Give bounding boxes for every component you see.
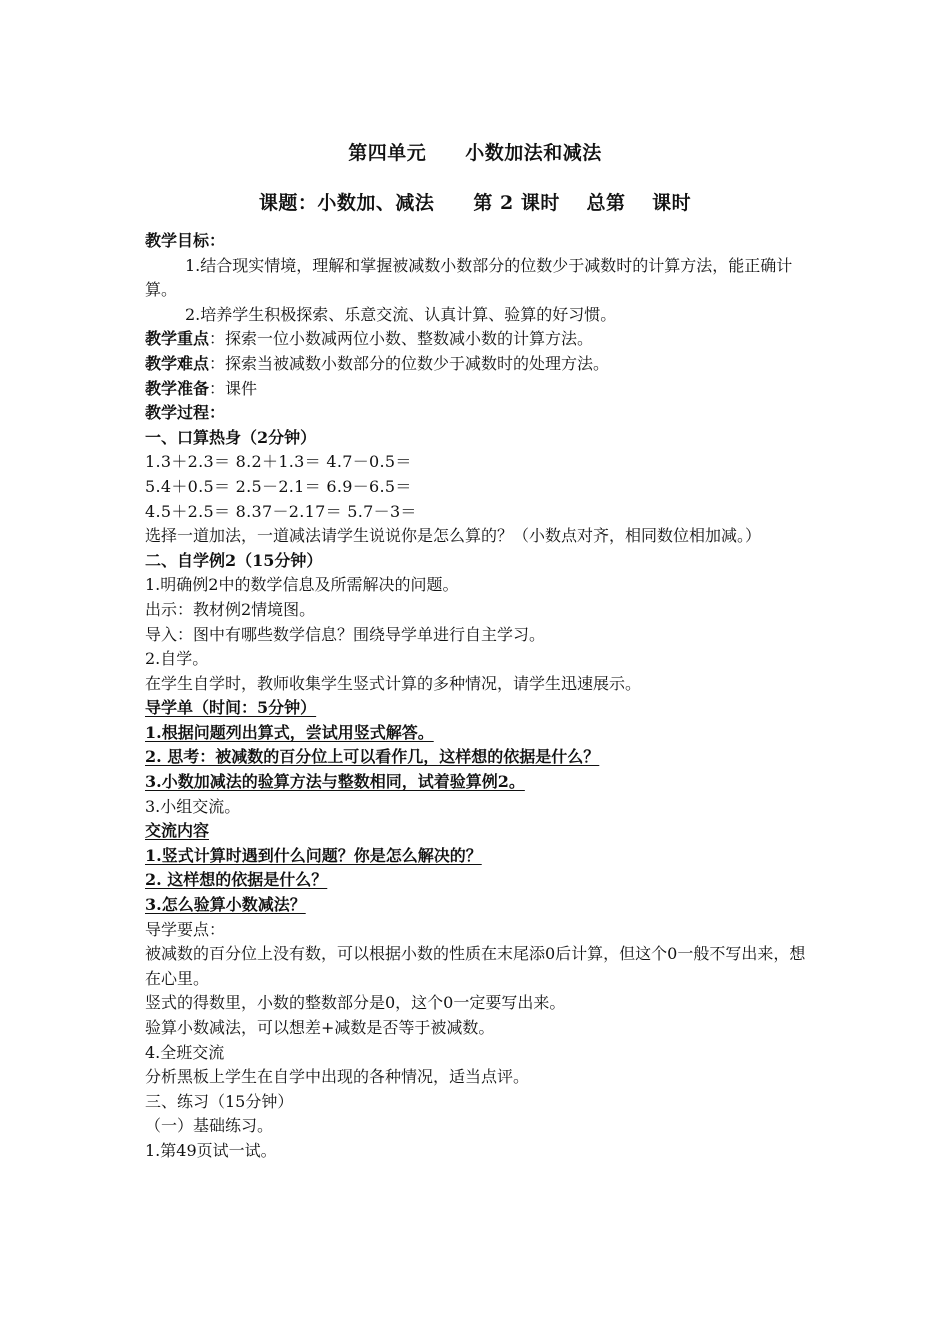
section2-heading: 二、自学例2（15分钟） (145, 550, 323, 570)
difficulty-label: 教学难点 (145, 353, 210, 373)
key-point-3: 验算小数减法，可以想差+减数是否等于被减数。 (145, 1018, 495, 1037)
key-point-2: 竖式的得数里，小数的整数部分是0，这个0一定要写出来。 (145, 993, 566, 1013)
exchange-item-3: 3.怎么验算小数减法？ (145, 895, 306, 915)
objective-2: 2.培养学生积极探索、乐意交流、认真计算、验算的好习惯。 (185, 304, 617, 324)
key-point-text: ：探索一位小数减两位小数、整数减小数的计算方法。 (209, 329, 594, 349)
section1-heading: 一、口算热身（2分钟） (145, 427, 317, 447)
section2-show: 出示：教材例2情境图。 (145, 599, 316, 619)
section2-analysis: 分析黑板上学生在自学中出现的各种情况，适当点评。 (145, 1067, 530, 1087)
section2-step-4: 4.全班交流 (145, 1042, 225, 1062)
study-sheet-item-1: 1.根据问题列出算式，尝试用竖式解答。 (145, 722, 434, 742)
difficulty (145, 352, 813, 377)
section2-guide: 导入：图中有哪些数学信息？围绕导学单进行自主学习。 (145, 624, 546, 644)
key-points-label: 导学要点： (145, 919, 226, 939)
section2-step-1: 1.明确例2中的数学信息及所需解决的问题。 (145, 575, 459, 595)
exchange-title: 交流内容 (145, 821, 210, 841)
mental-math-note: 选择一道加法，一道减法请学生说说你是怎么算的？（小数点对齐，相同数位相加减。） (145, 526, 762, 546)
study-sheet-item-2: 2. 思考：被减数的百分位上可以看作几，这样想的依据是什么？ (145, 747, 600, 767)
key-point (145, 327, 813, 352)
exchange-item-1: 1.竖式计算时遇到什么问题？你是怎么解决的？ (145, 845, 482, 865)
objectives-label: 教学目标： (145, 231, 226, 250)
key-point-1: 被减数的百分位上没有数，可以根据小数的性质在末尾添0后计算，但这个0一般不写出来，想在心里。 (145, 944, 806, 988)
lesson-body (145, 229, 813, 1164)
section2-step-2: 2.自学。 (145, 649, 209, 669)
process-label: 教学过程： (145, 403, 226, 423)
preparation-text: ：课件 (209, 378, 258, 398)
section2-step-3: 3.小组交流。 (145, 796, 241, 816)
objective-1: 1.结合现实情境，理解和掌握被减数小数部分的位数少于减数时的计算方法，能正确计算。 (145, 255, 793, 300)
preparation-label: 教学准备 (145, 378, 210, 398)
difficulty-text: ：探索当被减数小数部分的位数少于减数时的处理方法。 (209, 353, 610, 373)
study-sheet-item-3: 3.小数加减法的验算方法与整数相同，试着验算例2。 (145, 772, 525, 792)
exchange-item-2: 2. 这样想的依据是什么？ (145, 870, 328, 890)
section3-heading: 三、练习（15分钟） (145, 1091, 294, 1111)
unit-title: 第四单元 小数加法和减法 (348, 142, 602, 164)
mental-math-row-2: 5.4＋0.5＝ 2.5－2.1＝ 6.9－6.5＝ (145, 476, 412, 496)
section3-item-1: 1.第49页试一试。 (145, 1140, 277, 1160)
study-sheet-title: 导学单（时间：5分钟） (145, 698, 317, 718)
section2-collect: 在学生自学时，教师收集学生竖式计算的多种情况，请学生迅速展示。 (145, 673, 642, 693)
section3-sub-1: （一）基础练习。 (145, 1116, 274, 1136)
preparation (145, 377, 813, 402)
lesson-title: 课题：小数加、减法 第 2 课时 总第 课时 (258, 192, 692, 214)
mental-math-row-3: 4.5＋2.5＝ 8.37－2.17＝ 5.7－3＝ (145, 501, 417, 521)
mental-math-row-1: 1.3＋2.3＝ 8.2＋1.3＝ 4.7－0.5＝ (145, 452, 412, 472)
key-point-label: 教学重点 (145, 329, 210, 349)
